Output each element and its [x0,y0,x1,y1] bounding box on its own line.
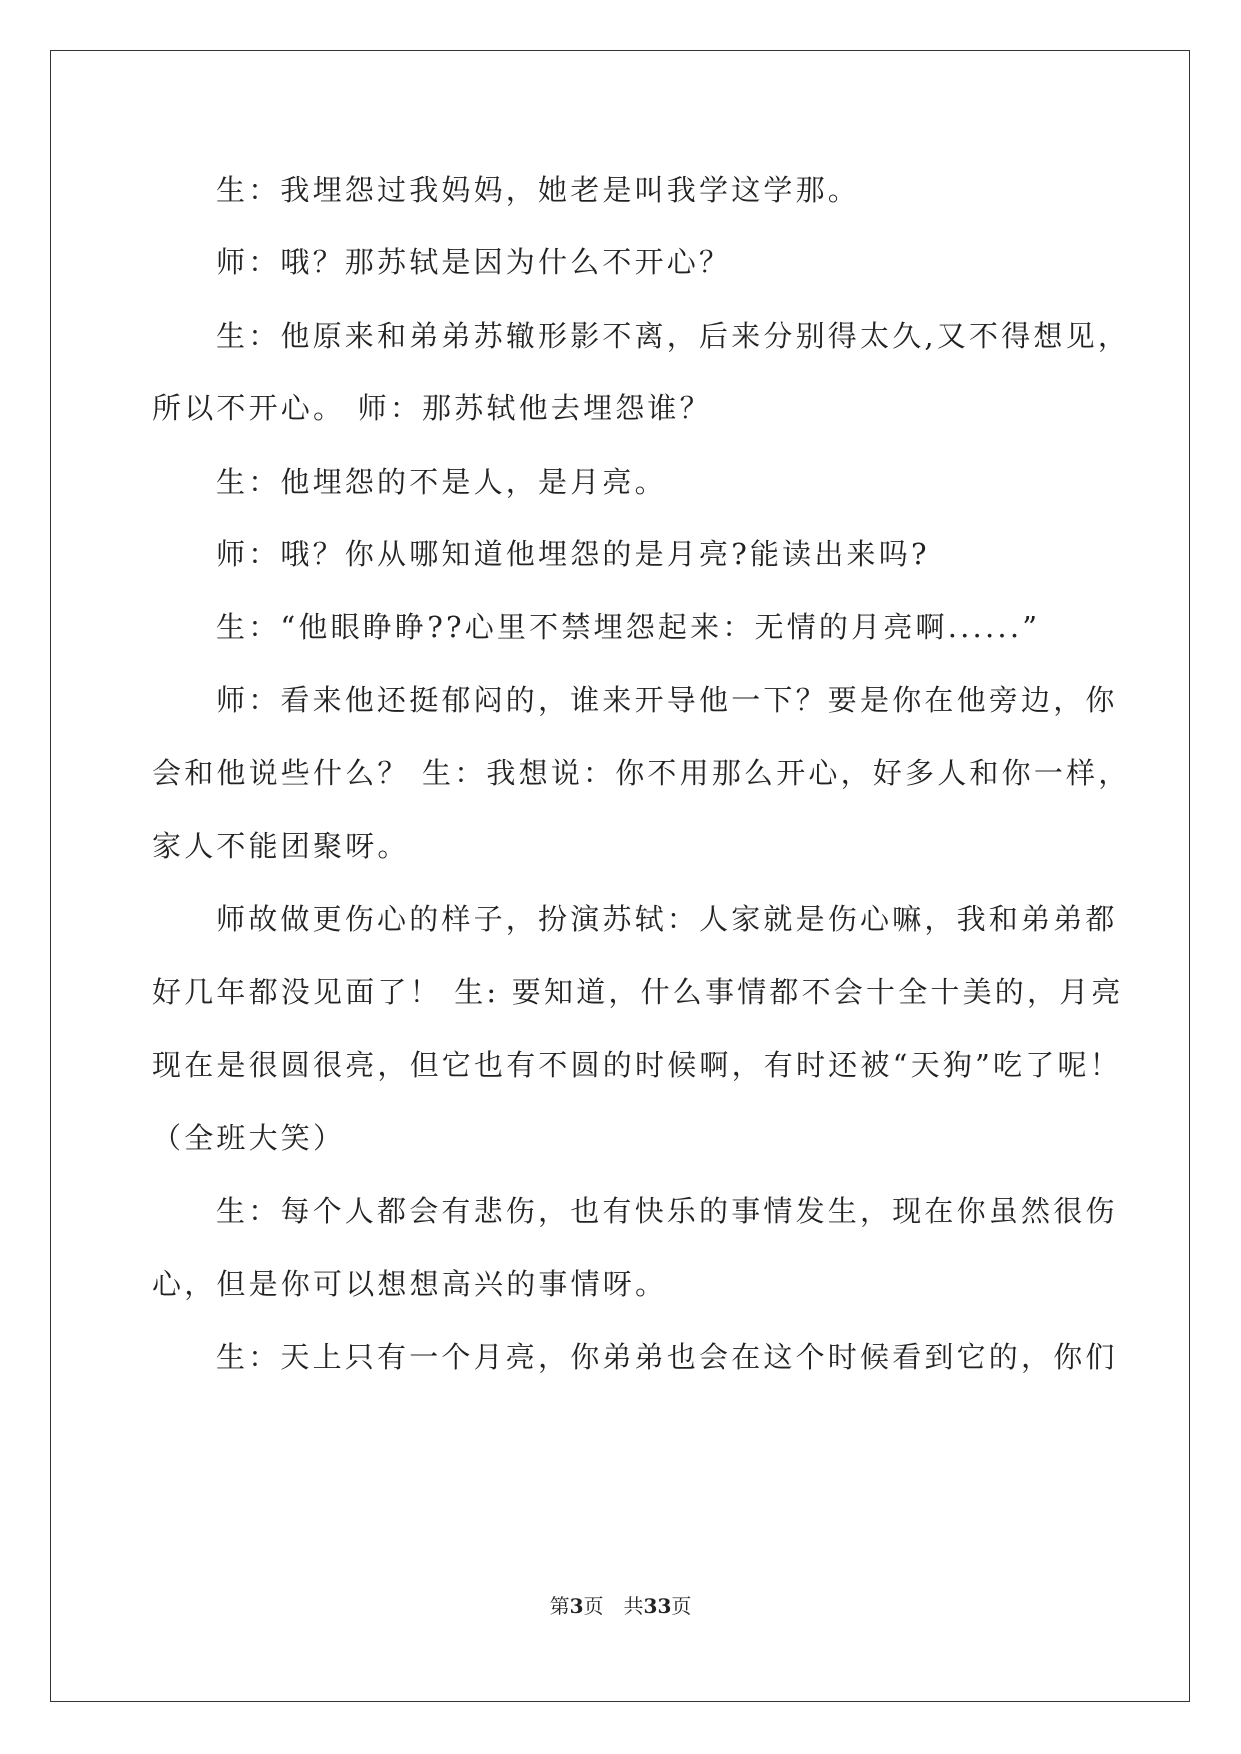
text-line: 师：看来他还挺郁闷的，谁来开导他一下？要是你在他旁边，你 [216,683,1118,717]
text-line: 生：每个人都会有悲伤，也有快乐的事情发生，现在你虽然很伤 [216,1194,1118,1228]
text-line: 师：哦？那苏轼是因为什么不开心？ [216,245,732,279]
text-line: 好几年都没见面了！ 生: 要知道，什么事情都不会十全十美的，月亮 [152,975,1124,1009]
text-line: 师：哦？你从哪知道他埋怨的是月亮?能读出来吗? [216,537,930,571]
text-line: 所以不开心。 师：那苏轼他去埋怨谁？ [152,391,712,425]
text-line: 生：他原来和弟弟苏辙形影不离，后来分别得太久,又不得想见， [216,319,1131,353]
page-footer [0,1590,1241,1619]
current-page-number: 3 [569,1594,584,1618]
page-prefix: 第 [549,1594,570,1618]
text-line: 会和他说些什么？ 生：我想说：你不用那么开心，好多人和你一样， [152,756,1131,790]
page-suffix: 页 [671,1594,692,1618]
text-line: （全班大笑） [152,1121,346,1155]
page-border [50,50,1190,1702]
page-mid: 页 共 [583,1594,644,1618]
total-page-number: 33 [643,1594,672,1618]
text-line: 生：“他眼睁睁??心里不禁埋怨起来：无情的月亮啊......” [216,610,1041,644]
text-line: 现在是很圆很亮，但它也有不圆的时候啊，有时还被“天狗”吃了呢！ [152,1048,1122,1082]
text-line: 师故做更伤心的样子，扮演苏轼：人家就是伤心嘛，我和弟弟都 [216,902,1118,936]
text-line: 生：天上只有一个月亮，你弟弟也会在这个时候看到它的，你们 [216,1340,1118,1374]
text-line: 生：他埋怨的不是人，是月亮。 [216,465,667,499]
text-line: 家人不能团聚呀。 [152,829,410,863]
text-line: 心，但是你可以想想高兴的事情呀。 [152,1267,668,1301]
text-line: 生：我埋怨过我妈妈，她老是叫我学这学那。 [216,173,861,207]
